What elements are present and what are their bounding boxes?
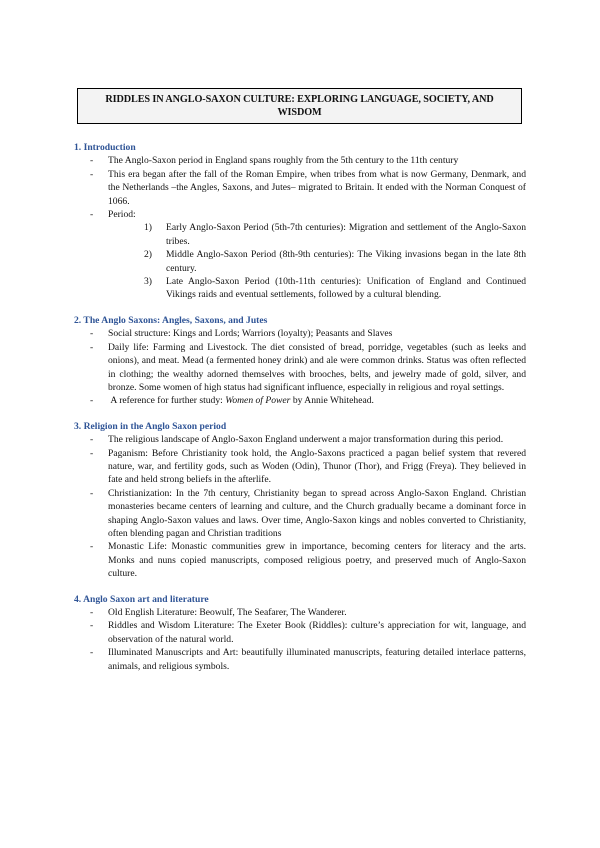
dash-bullet: - bbox=[90, 647, 94, 659]
dash-bullet: - bbox=[90, 168, 94, 180]
bullet-list bbox=[74, 327, 526, 407]
reference-prefix: A reference for further study: bbox=[110, 395, 226, 407]
list-item-text: Old English Literature: Beowulf, The Seafarer, The Wanderer. bbox=[108, 607, 347, 618]
dash-bullet: - bbox=[90, 447, 94, 459]
dash-bullet: - bbox=[90, 395, 94, 407]
list-item bbox=[74, 168, 526, 208]
section-anglo-saxons bbox=[74, 314, 526, 408]
period-number: 2) bbox=[144, 249, 152, 261]
dash-bullet: - bbox=[90, 328, 94, 340]
list-item bbox=[74, 154, 526, 167]
list-item bbox=[74, 341, 526, 395]
period-number: 1) bbox=[144, 222, 152, 234]
dash-bullet: - bbox=[90, 620, 94, 632]
list-item-text: This era began after the fall of the Roman Empire, when tribes from what is now Germany, Denmark, and the Netherlands –the Angles, Saxons, and Jutes– migrated to Britain. It ended with the Norman Conquest of 1066. bbox=[108, 168, 526, 207]
page-title: RIDDLES IN ANGLO-SAXON CULTURE: EXPLORING LANGUAGE, SOCIETY, AND WISDOM bbox=[105, 94, 494, 118]
period-text: Middle Anglo-Saxon Period (8th-9th centuries): The Viking invasions began in the late 8th century. bbox=[166, 249, 526, 274]
book-title: Women of Power bbox=[225, 395, 291, 407]
section-heading: 1. Introduction bbox=[74, 142, 136, 153]
list-item bbox=[74, 327, 526, 340]
dash-bullet: - bbox=[90, 209, 94, 221]
list-item bbox=[74, 487, 526, 541]
list-item bbox=[74, 208, 526, 302]
bullet-list bbox=[74, 154, 526, 301]
section-art-literature bbox=[74, 593, 526, 673]
bullet-list bbox=[74, 606, 526, 673]
title-box bbox=[77, 88, 522, 124]
list-item bbox=[74, 394, 526, 407]
dash-bullet: - bbox=[90, 341, 94, 353]
dash-bullet: - bbox=[90, 434, 94, 446]
list-item-text: Christianization: In the 7th century, Christianity began to spread across Anglo-Saxon England. Christian monasteries became centers of learning and culture, and the Church gradually became a dominant force in shaping Anglo-Saxon values and laws. Over time, Anglo-Saxon kings and nobles converted to Christianity, often blending pagan and Christian traditions bbox=[108, 487, 526, 539]
dash-bullet: - bbox=[90, 607, 94, 618]
period-text: Late Anglo-Saxon Period (10th-11th centuries): Unification of England and Continued Vikings raids and eventual settlements, followed by a cultural blending. bbox=[166, 276, 526, 301]
bullet-list bbox=[74, 433, 526, 580]
section-religion bbox=[74, 420, 526, 581]
section-introduction bbox=[74, 141, 526, 302]
section-heading: 3. Religion in the Anglo Saxon period bbox=[74, 420, 227, 432]
list-item bbox=[74, 606, 526, 619]
list-item bbox=[74, 447, 526, 487]
list-item-text: Illuminated Manuscripts and Art: beautifully illuminated manuscripts, featuring detailed interlace patterns, animals, and religious symbols. bbox=[108, 647, 526, 672]
reference-suffix: by Annie Whitehead. bbox=[290, 395, 374, 407]
list-item-text: Riddles and Wisdom Literature: The Exeter Book (Riddles): culture’s appreciation for wit, language, and observation of the natural world. bbox=[108, 620, 526, 645]
list-item-text: Period: bbox=[108, 209, 136, 221]
dash-bullet: - bbox=[90, 541, 94, 553]
list-item-text: The religious landscape of Anglo-Saxon England underwent a major transformation during this period. bbox=[108, 434, 504, 446]
period-item bbox=[108, 221, 526, 248]
period-item bbox=[108, 275, 526, 302]
list-item-text: Social structure: Kings and Lords; Warriors (loyalty); Peasants and Slaves bbox=[108, 328, 393, 340]
period-number: 3) bbox=[144, 276, 152, 288]
period-text: Early Anglo-Saxon Period (5th-7th centuries): Migration and settlement of the Anglo-Saxon tribes. bbox=[166, 222, 526, 247]
document-body bbox=[74, 141, 526, 685]
list-item bbox=[74, 619, 526, 646]
period-list bbox=[108, 221, 526, 301]
period-item bbox=[108, 248, 526, 275]
section-heading: 4. Anglo Saxon art and literature bbox=[74, 593, 209, 605]
section-heading: 2. The Anglo Saxons: Angles, Saxons, and Jutes bbox=[74, 314, 268, 326]
list-item-text: The Anglo-Saxon period in England spans roughly from the 5th century to the 11th century bbox=[108, 155, 459, 167]
list-item-text: Monastic Life: Monastic communities grew in importance, becoming centers for literacy and the arts. Monks and nuns copied manuscripts, composed religious poetry, and preserved much of Anglo-Saxon culture. bbox=[108, 541, 526, 580]
list-item bbox=[74, 433, 526, 446]
dash-bullet: - bbox=[90, 155, 94, 167]
list-item bbox=[74, 646, 526, 673]
list-item-text: Paganism: Before Christianity took hold, the Anglo-Saxons practiced a pagan belief system that revered nature, war, and fertility gods, such as Woden (Odin), Thunor (Thor), and Frigg (Freya). They believed in fate and held strong beliefs in the afterlife. bbox=[108, 447, 526, 486]
list-item-text: Daily life: Farming and Livestock. The diet consisted of bread, porridge, vegetables (such as leeks and onions), and meat. Mead (a fermented honey drink) and ale were common drinks. Status was often reflected in clothing; the wealthy adorned themselves with brooches, belts, and jewelry made of gold, silver, and bronze. Some women of high status had significant influence, especially in religious and royal settings. bbox=[108, 341, 526, 393]
list-item bbox=[74, 540, 526, 580]
dash-bullet: - bbox=[90, 487, 94, 499]
